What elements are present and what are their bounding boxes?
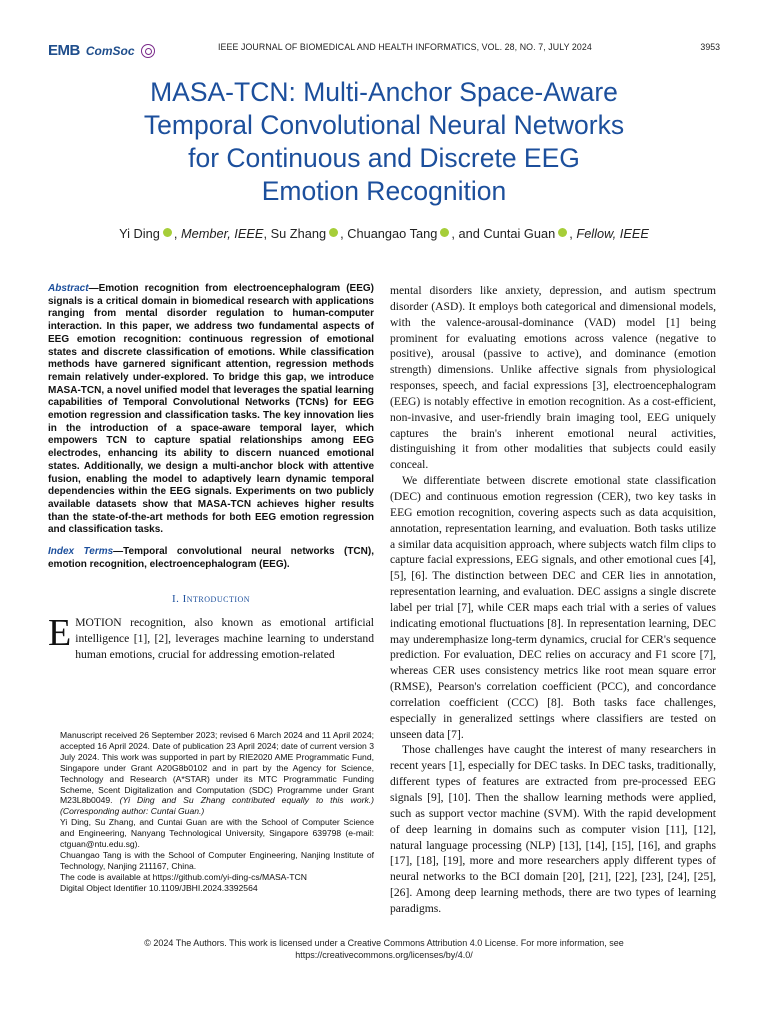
left-column — [48, 283, 374, 663]
footnote-code-link[interactable]: The code is available at https://github.com/yi-ding-cs/MASA-TCN — [60, 871, 307, 882]
orcid-icon[interactable] — [440, 228, 449, 237]
page-number: 3953 — [700, 42, 720, 52]
abstract — [48, 283, 374, 537]
signal-processing-logo-icon — [141, 44, 155, 58]
footnote-affiliation: Chuangao Tang is with the School of Computer Engineering, Nanjing Institute of Technology, Nanjing 211167, China. — [60, 849, 374, 871]
intro-text: recognition, also known as emotional artificial intelligence [1], [2], leverages machine learning to understand human emotions, crucial for addressing emotion-related — [75, 616, 374, 662]
orcid-icon[interactable] — [329, 228, 338, 237]
intro-smallcaps: MOTION — [75, 616, 122, 630]
signal-processing-logo — [141, 44, 155, 58]
emb-logo: EMB — [48, 42, 80, 59]
page-header — [48, 40, 720, 70]
author-role: Member, IEEE — [180, 226, 264, 241]
index-terms — [48, 546, 374, 571]
comsoc-logo: ComSoc — [85, 43, 135, 58]
author-name: Yi Ding — [119, 226, 160, 241]
publisher-logos — [48, 42, 155, 59]
index-terms-label: Index Terms — [48, 546, 114, 558]
title-line: MASA-TCN: Multi-Anchor Space-Aware — [150, 77, 618, 107]
author-role: Fellow, IEEE — [576, 226, 649, 241]
paper-title — [60, 76, 708, 208]
body-paragraph: Those challenges have caught the interest of many researchers in recent years [1], especially for DEC tasks. In DEC tasks, traditionally, different types of features are extracted from pre-processed EEG signals [9], [10]. Then the shallow learning methods were applied, such as support vector machine (SVM). With the rapid development of deep learning in domains such as computer vision [11], [12], natural language processing (NLP) [13], [14], [15], [16], and graphs [17], [18], [19], more and more researchers apply different types of neural networks to the BCI domain [20], [21], [22], [23], [24], [25], [26]. Among deep learning methods, there are two types of learning paradigms. — [390, 743, 716, 915]
title-line: for Continuous and Discrete EEG — [188, 143, 580, 173]
footnote — [60, 730, 374, 894]
footnote-affiliation: Yi Ding, Su Zhang, and Cuntai Guan are with the School of Computer Science and Engineering, Nanyang Technological University, Singapore 639798 (e-mail: ctguan@ntu.edu.sg). — [60, 817, 374, 850]
author-name: Su Zhang — [270, 226, 327, 241]
title-line: Emotion Recognition — [261, 176, 507, 206]
author-name: and Cuntai Guan — [458, 226, 556, 241]
author-list: Yi Ding , Member, IEEE, Su Zhang , Chuangao Tang , and Cuntai Guan , Fellow, IEEE — [119, 226, 649, 241]
journal-name: IEEE JOURNAL OF BIOMEDICAL AND HEALTH INFORMATICS, VOL. 28, NO. 7, JULY 2024 — [218, 42, 592, 52]
index-terms-text: —Temporal convolutional neural networks (TCN), emotion recognition, electroencephalogram (EEG). — [48, 546, 374, 570]
section-title: Introduction — [182, 593, 251, 606]
dropcap-letter: E — [48, 612, 72, 655]
section-heading — [48, 593, 374, 605]
body-paragraph: We differentiate between discrete emotional state classification (DEC) and continuous emotion regression (CER), two key tasks in EEG emotion recognition, covering aspects such as data acquisition, annotation, representation learning, and evaluation. Both tasks utilize a similar data acquisition approach, where subjects watch film clips to capture facial expressions, EEG signals, and other emotional cues [4], [5], [6]. The distinction between DEC and CER lies in annotation, representation learning, and evaluation. DEC assigns a single discrete label per trial [7], while CER maps each trial with a series of values indicating emotional fluctuations [8]. In representation learning, DEC may underemphasize long-term dynamics, crucial for CER's sequence prediction. For evaluation, DEC relies on accuracy and F1 score [7], whereas CER uses consistency metrics like root mean square error (RMSE), Pearson's correlation coefficient (PCC), and concordance correlation coefficient (CCC) [8]. Both tasks face challenges, especially in generalized settings where classifiers are tested on unseen data [7]. — [390, 474, 716, 741]
license-notice — [60, 938, 708, 961]
title-line: Temporal Convolutional Neural Networks — [143, 110, 625, 140]
author-name: Chuangao Tang — [347, 226, 438, 241]
orcid-icon[interactable] — [163, 228, 172, 237]
license-link[interactable]: https://creativecommons.org/licenses/by/4.0/ — [295, 949, 473, 960]
abstract-text: —Emotion recognition from electroencephalogram (EEG) signals is a critical domain in biomedical research with applications ranging from mental disorder regulation to human-computer interaction. In this paper, we address two fundamental aspects of EEG emotion recognition: continuous regression of emotional states and discrete classification of emotions. While classification methods have garnered significant attention, regression methods remain relatively under-explored. To bridge this gap, we introduce MASA-TCN, a novel unified model that leverages the spatial learning capabilities of Temporal Convolutional Networks (TCNs) for EEG emotion regression and classification tasks. The key innovation lies in the introduction of a space-aware temporal layer, which empowers TCN to capture spatial relationships among EEG electrodes, enhancing its ability to discern nuanced emotional states. Additionally, we design a multi-anchor block with attentive fusion, enabling the model to adaptively learn dynamic temporal dependencies within the EEG signals. Experiments on two publicly available datasets show that MASA-TCN achieves higher results than the state-of-the-art methods for both EEG emotion regression and classification tasks. — [48, 283, 374, 536]
abstract-label: Abstract — [48, 283, 89, 294]
footnote-manuscript: Manuscript received 26 September 2023; revised 6 March 2024 and 11 April 2024; accepted 16 April 2024. Date of publication 23 April 2024; date of current version 3 July 2024. This work was supported in part by RIE2020 AME Programmatic Fund, Singapore under Grant A20G8b0102 and in part by the Agency for Science, Technology and Research (A*STAR) under its MTC Programmatic Funding Scheme, Scent Digitalization and Computation (SDC) Programme under Grant M23L8b0049. (Yi Ding and Su Zhang contributed equally to this work.) (Corresponding author: Cuntai Guan.) — [60, 730, 375, 817]
orcid-icon[interactable] — [558, 228, 567, 237]
right-column — [390, 283, 716, 917]
license-text: © 2024 The Authors. This work is licensed under a Creative Commons Attribution 4.0 License. For more information, see — [144, 938, 624, 948]
footnote-doi: Digital Object Identifier 10.1109/JBHI.2024.3392564 — [60, 882, 258, 893]
body-paragraph: mental disorders like anxiety, depression, and autism spectrum disorder (ASD). It employs both categorical and dimensional models, with the valence-arousal-dominance (VAD) model [1] being prominent for evaluating emotions across valence (negative to positive), arousal (passive to active), and dominance (emotion strength) dimensions. Unlike affective signals from physiological responses, speech, and facial expressions [3], electroencephalogram (EEG) is notably effective in emotion recognition. As a cost-efficient, non-invasive, and user-friendly brain imaging tool, EEG uniquely captures the brain's inherent emotional neural activities, distinguishing it from other modalities that subjects could easily conceal. — [390, 284, 716, 472]
intro-paragraph — [48, 612, 374, 663]
section-number: I. — [171, 593, 180, 606]
